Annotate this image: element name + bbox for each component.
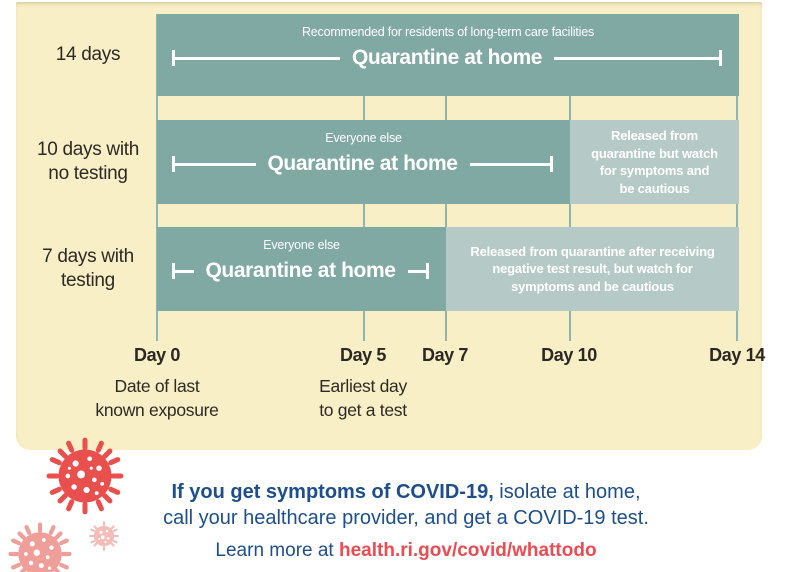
bracket-line [554,57,719,60]
row-label-line: 14 days [55,44,121,65]
released-note-line: quarantine but watch [591,145,718,161]
released-note-line: negative test result, but watch for [492,261,693,277]
axis-label-day-0: Day 0 [133,345,181,365]
quarantine-range-bracket [172,153,553,175]
axis-note-line: to get a test [319,400,407,420]
released-note-line: be cautious [619,180,690,196]
row-label-line: no testing [48,163,128,184]
bar-quarantine-10-days [157,120,570,204]
axis-note-line: Earliest day [319,376,407,396]
bar-audience-label: Everyone else [263,238,340,252]
axis-note-line: known exposure [95,400,219,420]
footer-line-1 [118,479,694,505]
axis-label-day-5: Day 5 [339,345,387,365]
learn-more-prefix: Learn more at [215,540,339,561]
axis-note-earliest-test [283,374,443,422]
bar-title: Quarantine at home [352,46,543,69]
footer-advice [118,479,694,564]
bracket-line [175,270,194,273]
row-label-line: testing [61,270,115,291]
axis-label-day-10: Day 10 [541,345,597,365]
bracket-right-cap [550,156,553,172]
health-ri-gov-link[interactable]: health.ri.gov/covid/whattodo [339,540,597,561]
bar-released-7-days [446,227,739,311]
bar-released-10-days [570,120,739,204]
coronavirus-icon-large [46,437,124,515]
footer-line-2: call your healthcare provider, and get a COVID-19 test. [163,507,649,529]
coronavirus-icon-small [89,521,119,551]
bracket-right-cap [426,263,429,279]
coronavirus-icon-medium [8,522,72,572]
footer-line-1-rest: isolate at home, [493,481,641,503]
row-label-10-days-no-testing [24,138,152,186]
axis-note-line: Date of last [114,376,200,396]
bar-audience-label: Everyone else [325,131,402,145]
released-note-line: symptoms and be cautious [511,278,674,294]
quarantine-range-bracket [172,260,429,282]
released-note [570,120,739,204]
bracket-line [408,270,427,273]
bar-title: Quarantine at home [267,152,458,175]
bar-title: Quarantine at home [205,259,396,282]
bracket-line [470,163,551,166]
row-label-line: 7 days with [42,246,134,267]
row-label-14-days [24,43,152,67]
axis-label-day-14: Day 14 [709,345,765,365]
axis-label-day-7: Day 7 [421,345,469,365]
footer-learn-more [118,538,694,564]
row-label-line: 10 days with [36,139,139,160]
axis-note-exposure [77,374,237,422]
bracket-right-cap [719,50,722,66]
quarantine-range-bracket [172,47,722,69]
bracket-line [175,163,256,166]
released-note-line: for symptoms and [599,163,710,178]
footer-line-1-bold: If you get symptoms of COVID-19, [171,481,494,503]
released-note [446,227,739,311]
bar-quarantine-7-days [157,227,446,311]
bar-quarantine-14-days [157,14,739,96]
bar-audience-label: Recommended for residents of long-term care facilities [301,25,595,39]
bracket-line [175,57,340,60]
released-note-line: Released from quarantine after receiving [470,243,715,259]
released-note-line: Released from [611,128,698,143]
row-label-7-days-testing [24,245,152,293]
